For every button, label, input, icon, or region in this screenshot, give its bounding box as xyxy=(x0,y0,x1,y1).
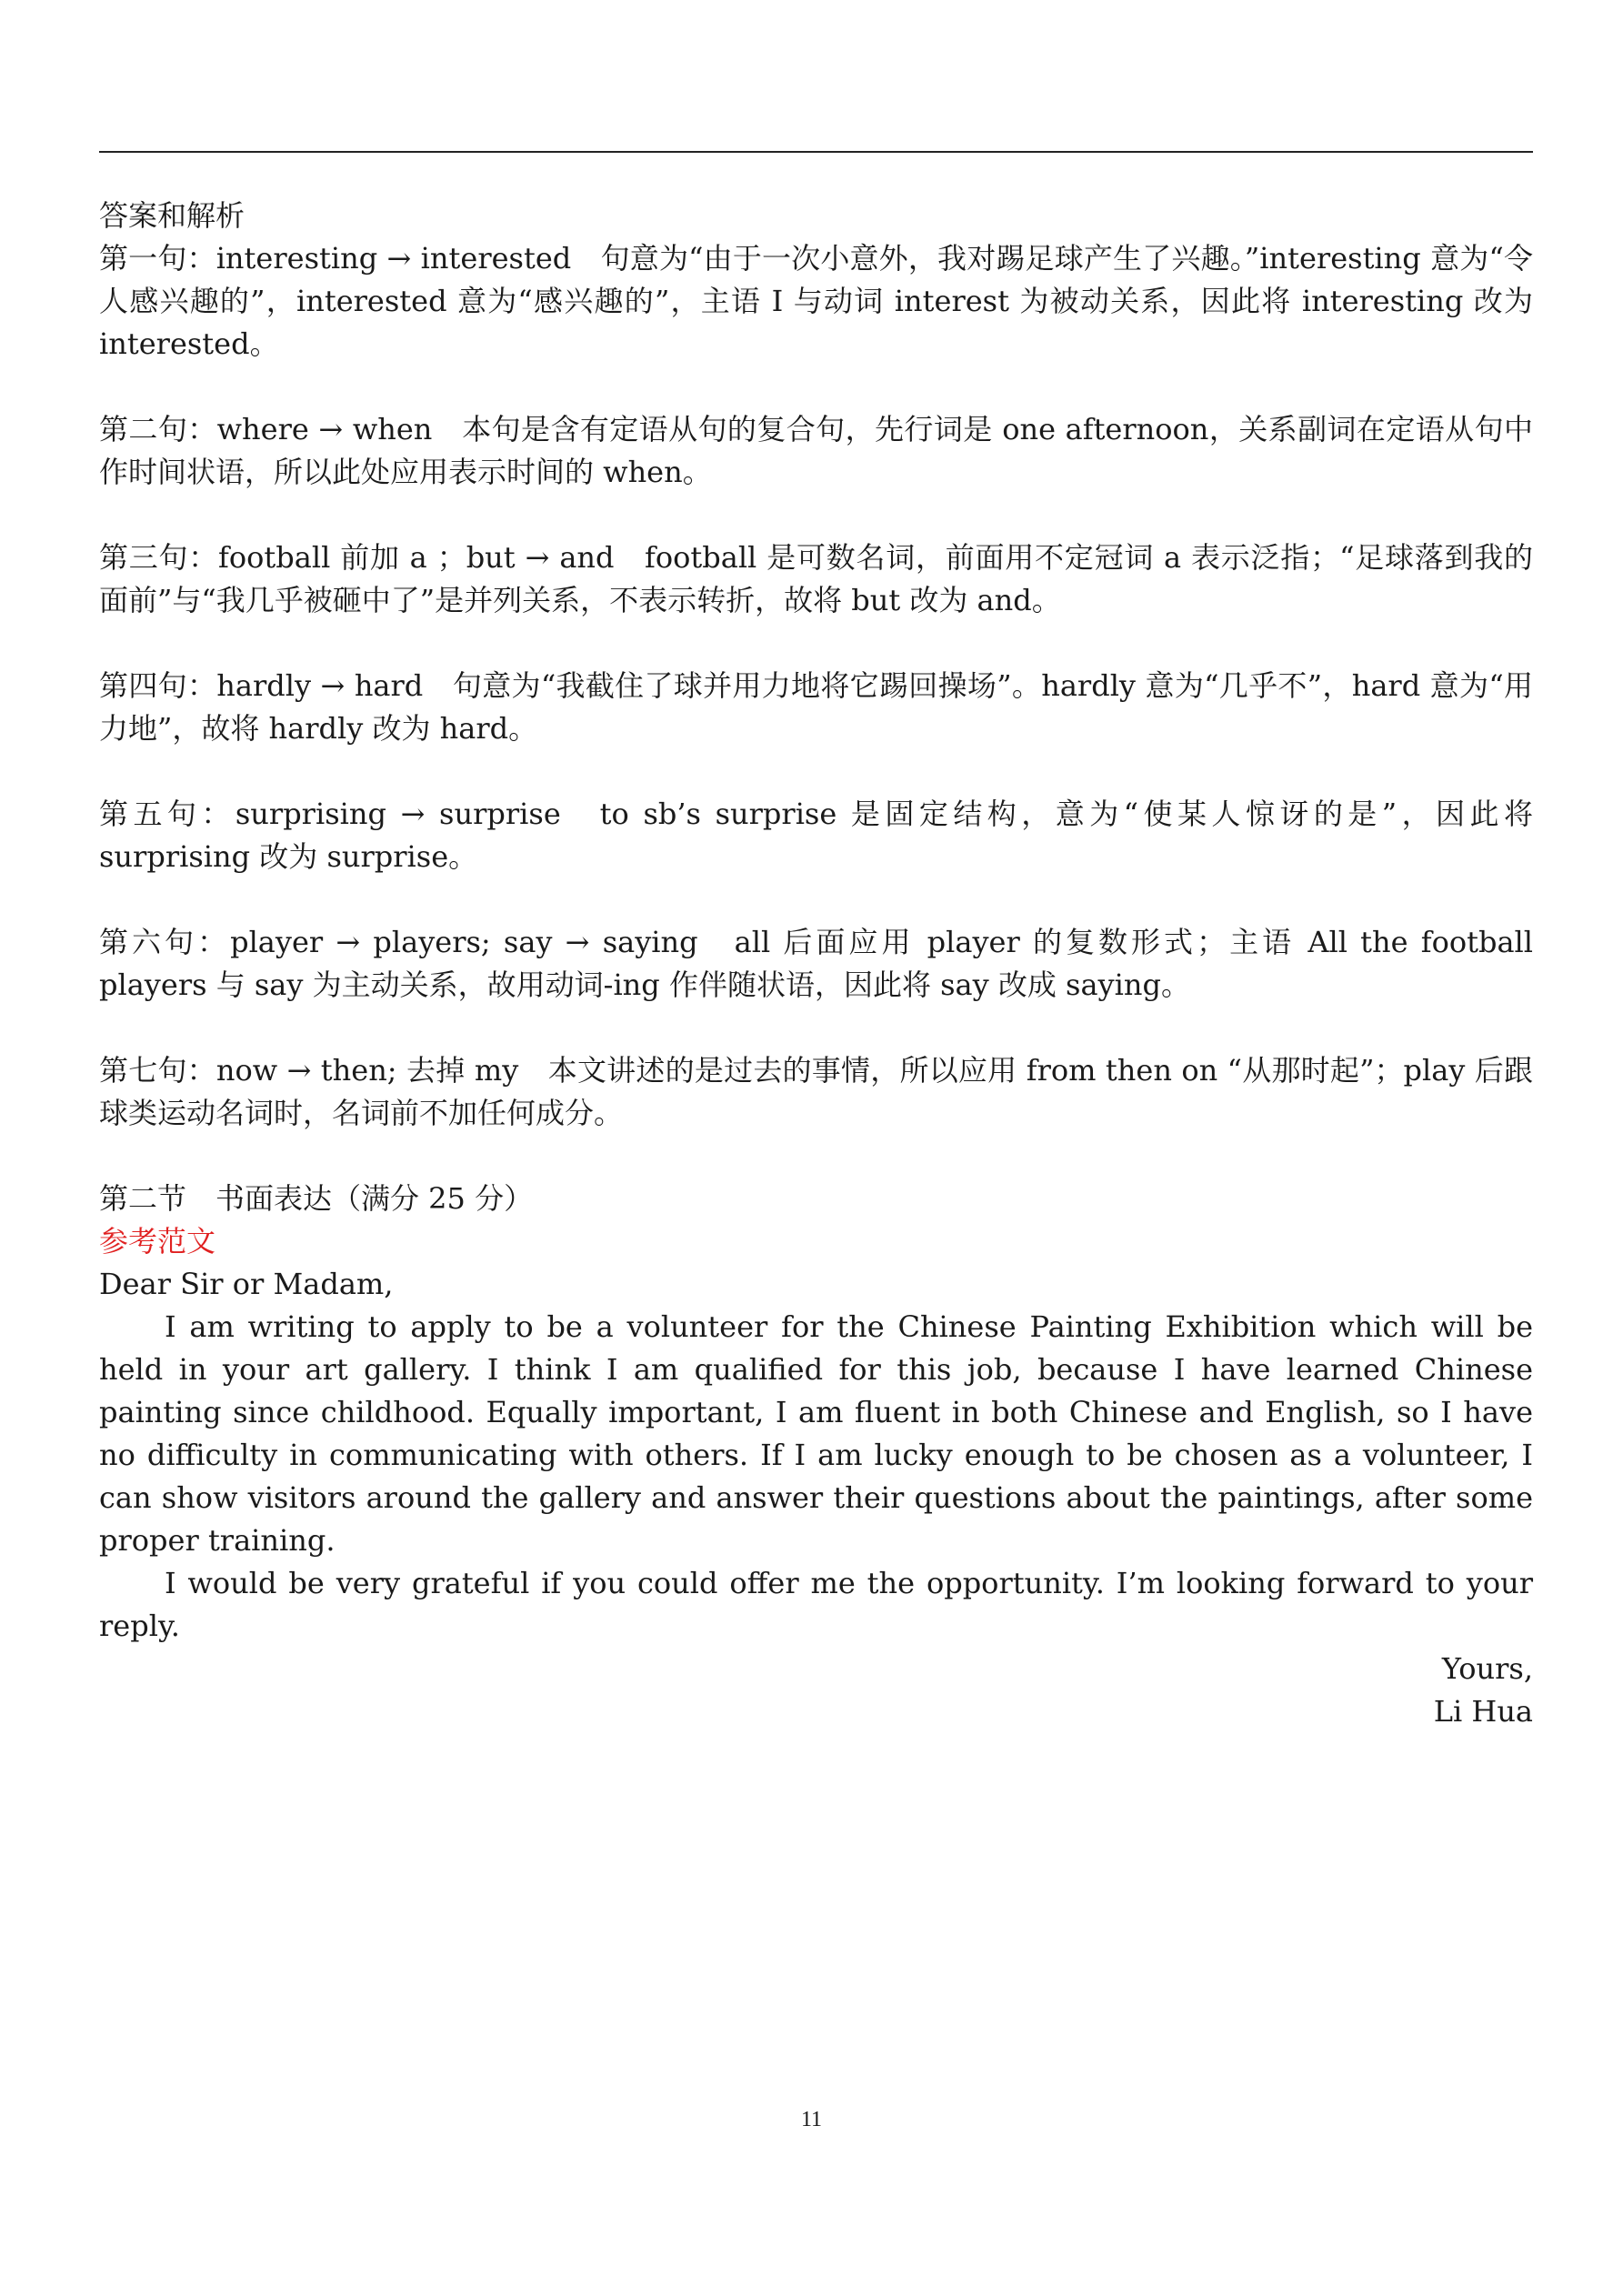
explanation-1: 第一句：interesting → interested 句意为“由于一次小意外，我对踢足球产生了兴趣。”interesting 意为“令人感兴趣的”，interested 意为“感兴趣的”，主语 I 与动词 interest 为被动关系，因此将 interesting 改为 interested。 xyxy=(99,241,1533,361)
letter-paragraph-1: I am writing to apply to be a volunteer for the Chinese Painting Exhibition which will be held in your art gallery. I think I am qualified for this job, because I have learned Chinese painting since childhood. Equally important, I am fluent in both Chinese and English, so I have no difficulty in communicating with others. If I am lucky enough to be chosen as a volunteer, I can show visitors around the gallery and answer their questions about the paintings, after some proper training. xyxy=(99,1309,1533,1558)
header-rule xyxy=(99,151,1533,153)
letter-signature: Li Hua xyxy=(1433,1694,1533,1729)
explanation-2: 第二句：where → when 本句是含有定语从句的复合句，先行词是 one afternoon，关系副词在定语从句中作时间状语，所以此处应用表示时间的 when。 xyxy=(99,412,1533,489)
letter-greeting: Dear Sir or Madam, xyxy=(99,1267,394,1301)
answers-heading: 答案和解析 xyxy=(99,198,245,233)
sample-essay-label: 参考范文 xyxy=(99,1224,216,1258)
section-title: 第二节 书面表达（满分 25 分） xyxy=(99,1181,534,1216)
page-number: 11 xyxy=(800,2108,823,2131)
explanation-7: 第七句：now → then; 去掉 my 本文讲述的是过去的事情，所以应用 from then on “从那时起”；play 后跟球类运动名词时，名词前不加任何成分。 xyxy=(99,1053,1533,1130)
letter-paragraph-2: I would be very grateful if you could offer me the opportunity. I’m looking forward to your reply. xyxy=(99,1566,1533,1643)
letter-closing: Yours, xyxy=(1441,1651,1533,1686)
explanation-4: 第四句：hardly → hard 句意为“我截住了球并用力地将它踢回操场”。hardly 意为“几乎不”，hard 意为“用力地”，故将 hardly 改为 hard。 xyxy=(99,668,1533,746)
explanation-6: 第六句：player → players; say → saying all 后面应用 player 的复数形式；主语 All the football players 与 say 为主动关系，故用动词-ing 作伴随状语，因此将 say 改成 saying。 xyxy=(99,925,1533,1002)
explanation-3: 第三句：football 前加 a ；but → and football 是可数名词，前面用不定冠词 a 表示泛指；“足球落到我的面前”与“我几乎被砸中了”是并列关系，不表示转折，故将 but 改为 and。 xyxy=(99,540,1533,617)
explanation-5: 第五句：surprising → surprise to sb’s surprise 是固定结构，意为“使某人惊讶的是”，因此将 surprising 改为 surprise。 xyxy=(99,797,1533,874)
page-content xyxy=(99,195,1533,1733)
